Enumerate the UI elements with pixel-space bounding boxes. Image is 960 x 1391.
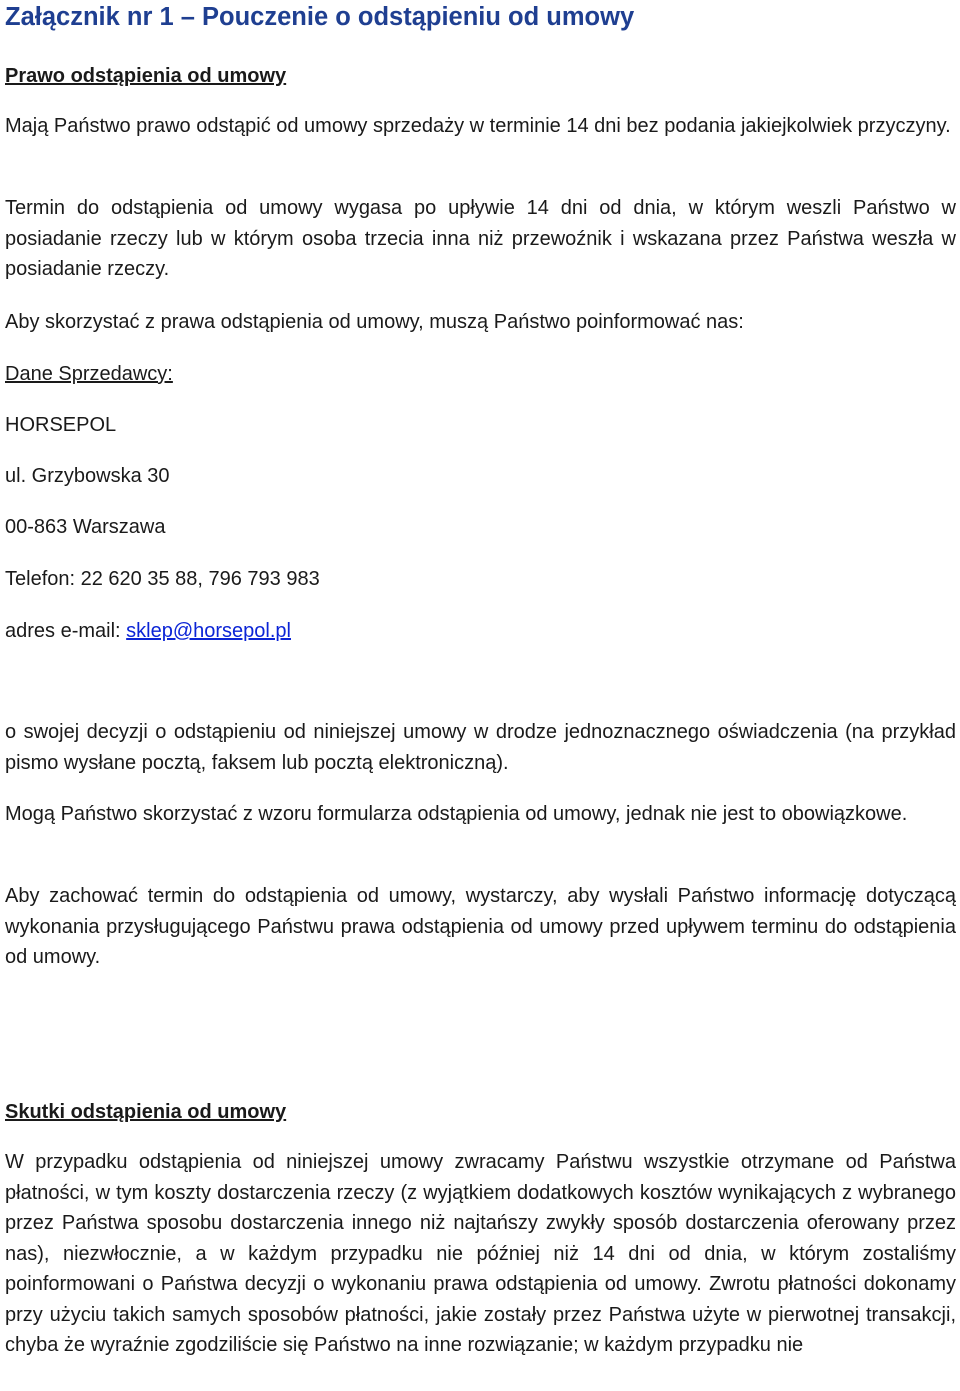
paragraph-withdrawal-deadline: Termin do odstąpienia od umowy wygasa po upływie 14 dni od dnia, w którym weszli Państwo w posiadanie rzeczy lub w którym osoba trzecia inna niż przewoźnik i wskazana przez Państwa weszła w posiadanie rzeczy. bbox=[5, 197, 956, 280]
paragraph-keep-deadline: Aby zachować termin do odstąpienia od umowy, wystarczy, aby wysłali Państwo informację dotyczącą wykonania przysługującego Państwu prawa odstąpienia od umowy przed upływem terminu do odstąpienia od umowy. bbox=[5, 885, 956, 968]
paragraph-withdrawal-statement: o swojej decyzji o odstąpieniu od niniejszej umowy w drodze jednoznacznego oświadczenia (na przykład pismo wysłane pocztą, faksem lub pocztą elektroniczną). bbox=[5, 721, 956, 774]
seller-name: HORSEPOL bbox=[5, 414, 117, 436]
seller-city: 00-863 Warszawa bbox=[5, 516, 166, 538]
seller-email-label: adres e-mail: bbox=[5, 620, 127, 642]
seller-street: ul. Grzybowska 30 bbox=[5, 465, 170, 487]
paragraph-refund: W przypadku odstąpienia od niniejszej umowy zwracamy Państwu wszystkie otrzymane od Państwa płatności, w tym koszty dostarczenia rzeczy (z wyjątkiem dodatkowych kosztów wynikających z wybranego przez Państwa sposobu dostarczenia innego niż najtańszy zwykły sposób dostarczenia oferowany przez nas), niezwłocznie, a w każdym przypadku nie później niż 14 dni od dnia, w którym zostaliśmy poinformowani o Państwa decyzji o wykonaniu prawa odstąpienia od umowy. Zwrotu płatności dokonamy przy użyciu takich samych sposobów płatności, jakie zostały przez Państwa użyte w pierwotnej transakcji, chyba że wyraźnie zgodziliście się Państwo na inne rozwiązanie; w każdym przypadku nie bbox=[5, 1151, 956, 1356]
paragraph-inform-us: Aby skorzystać z prawa odstąpienia od umowy, muszą Państwo poinformować nas: bbox=[5, 311, 744, 333]
seller-email-link[interactable]: sklep@horsepol.pl bbox=[126, 620, 291, 642]
paragraph-right-to-withdraw: Mają Państwo prawo odstąpić od umowy sprzedaży w terminie 14 dni bez podania jakiejkolwiek przyczyny. bbox=[5, 115, 951, 137]
section-heading-right-of-withdrawal: Prawo odstąpienia od umowy bbox=[5, 65, 287, 87]
seller-email-line bbox=[5, 619, 291, 643]
seller-data-heading: Dane Sprzedawcy: bbox=[5, 363, 173, 385]
paragraph-form-template: Mogą Państwo skorzystać z wzoru formularza odstąpienia od umowy, jednak nie jest to obowiązkowe. bbox=[5, 803, 908, 825]
seller-phone: Telefon: 22 620 35 88, 796 793 983 bbox=[5, 568, 320, 590]
document-title: Załącznik nr 1 – Pouczenie o odstąpieniu od umowy bbox=[5, 3, 635, 31]
section-heading-effects-of-withdrawal: Skutki odstąpienia od umowy bbox=[5, 1101, 287, 1123]
